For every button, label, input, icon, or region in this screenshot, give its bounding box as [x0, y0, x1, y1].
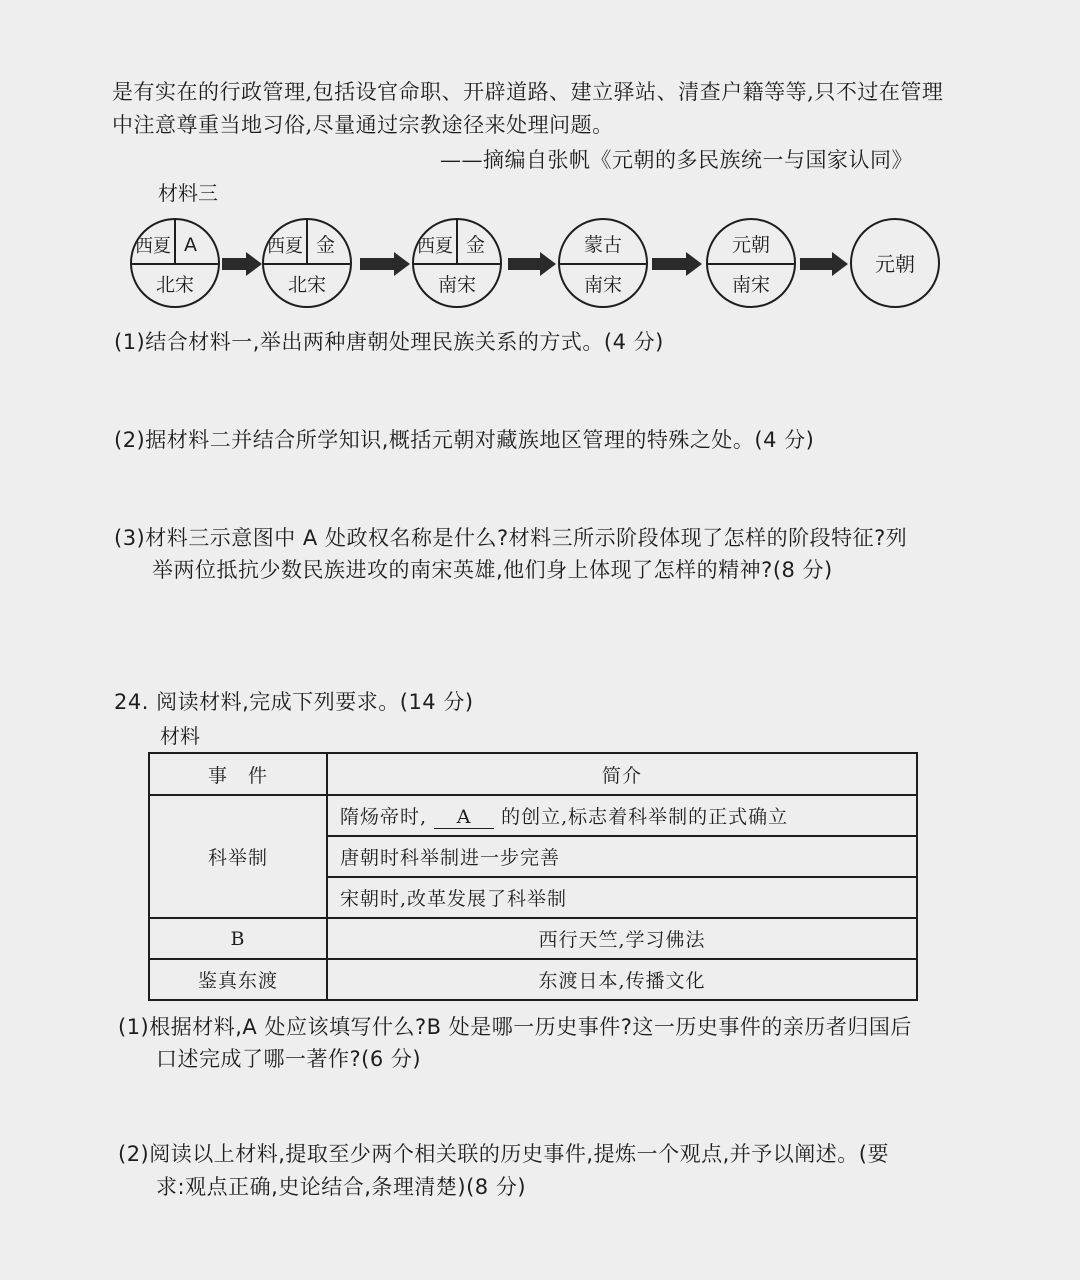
- stage-6-circle: [850, 218, 940, 308]
- stage-5-top: 元朝: [731, 234, 770, 256]
- question-24-1-line-2: 口述完成了哪一著作?(6 分): [156, 1047, 422, 1071]
- blank-a: A: [434, 806, 494, 829]
- table-header-intro: 简介: [327, 753, 917, 795]
- stage-2-circle: [262, 218, 352, 308]
- question-23-1: (1)结合材料一,举出两种唐朝处理民族关系的方式。(4 分): [114, 330, 664, 354]
- stage-1-bottom: 北宋: [155, 274, 194, 296]
- b-event-cell: B: [149, 918, 327, 959]
- jianzhen-intro-cell: 东渡日本,传播文化: [327, 959, 917, 1000]
- stage-5-circle: [706, 218, 796, 308]
- question-24-2-line-1: (2)阅读以上材料,提取至少两个相关联的历史事件,提炼一个观点,并予以阐述。(要: [118, 1142, 889, 1166]
- arrow-icon: [800, 252, 848, 276]
- stage-6-label: 元朝: [875, 252, 915, 276]
- jianzhen-event-cell: 鉴真东渡: [149, 959, 327, 1000]
- arrow-icon: [222, 252, 262, 276]
- stage-5-bottom: 南宋: [731, 274, 770, 296]
- question-23-2: (2)据材料二并结合所学知识,概括元朝对藏族地区管理的特殊之处。(4 分): [114, 428, 815, 452]
- source-citation: ——摘编自张帆《元朝的多民族统一与国家认同》: [440, 148, 913, 172]
- stage-2-top-right: 金: [316, 234, 336, 256]
- table-row: [149, 918, 917, 959]
- keju-intro-1: [327, 795, 917, 836]
- stage-3-top-left: 西夏: [417, 236, 453, 257]
- material-3-label: 材料三: [158, 181, 218, 205]
- keju-intro-3: 宋朝时,改革发展了科举制: [327, 877, 917, 918]
- keju-intro-1-post: 的创立,标志着科举制的正式确立: [501, 806, 789, 828]
- table-row: [149, 795, 917, 836]
- table-row: [149, 959, 917, 1000]
- keju-intro-1-pre: 隋炀帝时,: [340, 806, 428, 828]
- stage-2-bottom: 北宋: [287, 274, 326, 296]
- arrow-icon: [652, 252, 702, 276]
- keju-event-cell: 科举制: [149, 795, 327, 918]
- b-intro-cell: 西行天竺,学习佛法: [327, 918, 917, 959]
- question-24-1-line-1: (1)根据材料,A 处应该填写什么?B 处是哪一历史事件?这一历史事件的亲历者归国后: [118, 1015, 912, 1039]
- stage-2-top-left: 西夏: [267, 236, 303, 257]
- intro-line-2: 中注意尊重当地习俗,尽量通过宗教途径来处理问题。: [112, 113, 614, 137]
- arrow-icon: [508, 252, 556, 276]
- keju-intro-2: 唐朝时科举制进一步完善: [327, 836, 917, 877]
- stage-1-circle: [130, 218, 220, 308]
- stage-4-top: 蒙古: [583, 234, 622, 256]
- arrow-icon: [360, 252, 410, 276]
- stage-3-top-right: 金: [466, 234, 486, 256]
- question-23-3-line-2: 举两位抵抗少数民族进攻的南宋英雄,他们身上体现了怎样的精神?(8 分): [152, 558, 833, 582]
- material-label: 材料: [160, 724, 200, 748]
- stage-3-bottom: 南宋: [437, 274, 476, 296]
- question-24-2-line-2: 求:观点正确,史论结合,条理清楚)(8 分): [156, 1175, 527, 1199]
- stage-3-circle: [412, 218, 502, 308]
- intro-line-1: 是有实在的行政管理,包括设官命职、开辟道路、建立驿站、清查户籍等等,只不过在管理: [112, 80, 944, 104]
- material-table: [148, 752, 918, 1001]
- stage-1-top-right: A: [184, 234, 197, 256]
- stage-4-bottom: 南宋: [583, 274, 622, 296]
- table-header-event: 事 件: [149, 753, 327, 795]
- question-24-heading: 24. 阅读材料,完成下列要求。(14 分): [114, 690, 474, 714]
- stage-4-circle: [558, 218, 648, 308]
- table-header-row: [149, 753, 917, 795]
- question-23-3-line-1: (3)材料三示意图中 A 处政权名称是什么?材料三所示阶段体现了怎样的阶段特征?列: [114, 526, 908, 550]
- stage-1-top-left: 西夏: [135, 236, 171, 257]
